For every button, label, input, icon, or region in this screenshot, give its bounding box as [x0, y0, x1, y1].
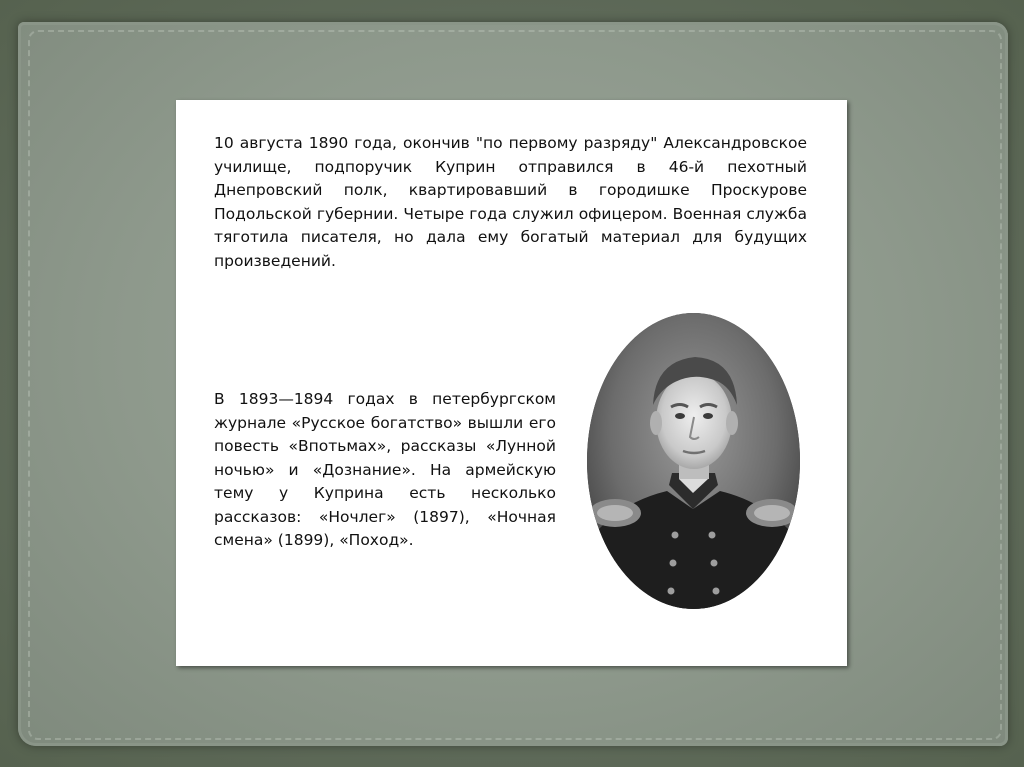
paragraph-publications: В 1893—1894 годах в петербургском журнале «Русское богатство» вышли его повесть «Впотьмах», рассказы «Лунной ночью» и «Дознание». На армейскую тему у Куприна есть несколько рассказов: «Ночлег» (1897), «Ночная смена» (1899), «Поход». — [214, 390, 556, 549]
paragraph-military-service: 10 августа 1890 года, окончив "по первому разряду" Александровское училище, подпоручик Куприн отправился в 46-й пехотный Днепровский полк, квартировавший в городишке Проскурове Подольской губернии. Четыре года служил офицером. Военная служба тяготила писателя, но дала ему богатый материал для будущих произведений. — [214, 134, 807, 270]
portrait-photo-icon — [587, 313, 800, 609]
slide-content — [176, 100, 847, 666]
